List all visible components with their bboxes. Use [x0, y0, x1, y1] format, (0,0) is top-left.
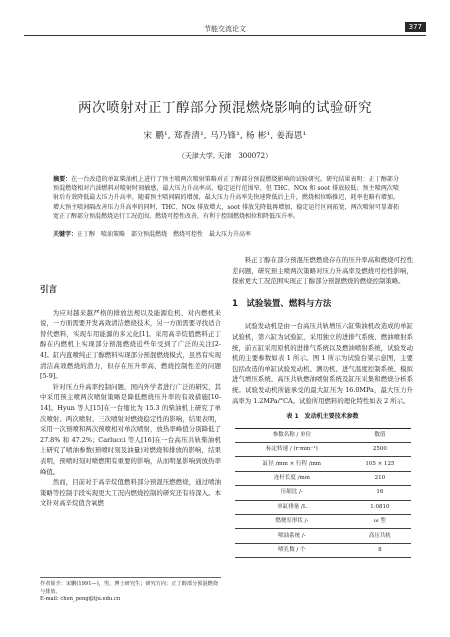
- table-cell: 压缩比 /-: [235, 486, 350, 500]
- table-row: [235, 543, 411, 557]
- paragraph: 然而，目前对于高辛烷值燃料部分预混压燃燃烧，通过喷油策略等控制手段实现更大工况内燃烧控制的研究还有待深入。本文针对高辛烷值含氧燃: [40, 478, 221, 508]
- author-bio: 作者简介：宋鹏(1991—)，男，博士研究生；研究方向：正丁醇部分预混燃烧与排放。: [40, 581, 219, 595]
- header-rule: [24, 35, 426, 36]
- paragraph: 试验发动机是由一台高压共轨增压六缸柴油机改造成的单缸试验机，第六缸为试验缸，采用独立的进排气系统、燃油喷射系统，前五缸采用原机的进排气系统以及燃油喷射系统，试验发动机的主要参数如表 1 所示。图 1 所示为试验台架示意图，主要包括改造的单缸试验发动机、测功机、进气温度控制系统、模拟进气增压系统、高压共轨燃油喷射系统及缸压采集和燃烧分析系统。试验发动机所能承受的最大缸压为 16.0MPa，最大压力升高率为 1.2MPa/°CA。试验所用燃料的理化特性如表 2 所示。: [232, 322, 413, 405]
- journal-section-title: 节能交流论文: [204, 25, 246, 33]
- table-cell: 8: [349, 543, 410, 557]
- left-column: [40, 259, 221, 509]
- table-row: [235, 529, 411, 543]
- table-cell: 高压共轨: [349, 529, 410, 543]
- abstract: [53, 175, 399, 221]
- table-cell: ω 型: [349, 514, 410, 528]
- paragraph: 料正丁醇在部分预混压燃燃烧存在的压升率高和燃烧可控性差问题，研究预主喷两次策略对压力升高率及燃烧可控性影响，探索更大工况范围实现正丁醇部分预混燃烧的燃烧控制策略。: [232, 256, 413, 286]
- table-row: [235, 471, 411, 485]
- affiliation: （天津大学, 天津 300072）: [177, 152, 273, 160]
- keywords-label: 关键字：: [53, 231, 78, 238]
- author-list: 宋 鹏¹, 郑香清¹, 马乃锋¹, 杨 彬¹, 姜海恩¹: [143, 131, 307, 141]
- paragraph: 针对压力升高率控制问题，国内外学者进行广泛的研究，其中采用预主喷两次喷射策略是降低燃烧压升率的有效措施[10-14]。Hyun 等人[15]在一台缩比为 15.3 的柴油机上研究了单次喷射、两次喷射、三次喷射对燃烧稳定性的影响，结果表明，采用一次预喷和两次预喷相对单次喷射，放热率峰值分别降低了 27.8% 和 47.2%；Carlucci 等人[16]在一台高压共轨柴油机上研究了喷油参数(预喷时刻及油量)对燃烧和排放的影响，结果表明，预喷时刻对喷燃期有重要的影响，从而明显影响到放热率峰值。: [40, 382, 221, 476]
- engine-parameter-table: [235, 428, 411, 558]
- table-cell: 缸径 /mm × 行程 /mm: [235, 457, 350, 471]
- table-row: [235, 443, 411, 457]
- table-header-cell: 参数名称 / 单位: [235, 428, 350, 442]
- table-cell: 喷孔数 / 个: [235, 543, 350, 557]
- table-cell: 单缸排量 /L: [235, 500, 350, 514]
- table-caption: 表 1 发动机主要技术参数: [286, 413, 359, 421]
- table-cell: 16: [349, 486, 410, 500]
- table-cell: 连杆长度 /mm: [235, 471, 350, 485]
- table-cell: 喷油系统 /-: [235, 529, 350, 543]
- table-header-cell: 数值: [349, 428, 410, 442]
- table-row: [235, 500, 411, 514]
- table-header-row: [235, 428, 411, 442]
- table-row: [235, 514, 411, 528]
- paper-title: 两次喷射对正丁醇部分预混燃烧影响的试验研究: [78, 100, 372, 116]
- section-heading-1: 1 试验装置、燃料与方法: [232, 298, 332, 309]
- table-cell: 105 × 125: [349, 457, 410, 471]
- page-header: [24, 20, 426, 38]
- paragraph: 为应对越来越严格的排放法规以及能源危机、对内燃机来说，一方面需要开发高效清洁燃烧技术，另一方面需要寻找适合替代燃料，实现车用能源的多元化[1]。采用高辛烷值燃料正丁醇在内燃机上实现部分预混燃烧近些年受到了广泛的关注[2-4]。缸内直喷纯正丁醇燃料实现部分预混燃烧模式，虽然有实现清洁高效燃烧的潜力，但存在压升率高、燃烧控制性差的问题[5-9]。: [40, 308, 221, 381]
- table-cell: 标定转速 / (r·min⁻¹): [235, 443, 350, 457]
- table-row: [235, 457, 411, 471]
- author-email: E-mail: chen_peng@tju.edu.cn: [40, 596, 121, 602]
- page-number: 377: [405, 22, 426, 32]
- section-heading-intro: 引言: [40, 285, 58, 295]
- abstract-label: 摘要：: [53, 176, 72, 183]
- author-footnote: [40, 577, 221, 604]
- keywords: [53, 230, 399, 239]
- table-cell: 1.0810: [349, 500, 410, 514]
- table-cell: 2500: [349, 443, 410, 457]
- keywords-text: 正丁醇 喷油策略 部分预混燃烧 燃烧可控性 最大压力升高率: [77, 231, 252, 238]
- table-cell: 210: [349, 471, 410, 485]
- table-cell: 燃烧室形状 /-: [235, 514, 350, 528]
- abstract-text: 在一台改造的单缸柴油机上进行了预主喷两次喷射策略对正丁醇部分预混燃烧影响的试验研究。研究结果表明：正丁醇部分预混燃烧相对汽油燃料对喷射时刻敏感，最大压力升高率高，稳定运行范围窄，但 THC、NOx 和 soot 排放较低；预主喷两次喷射后有效降低最大压力升高率，随着预主喷间隔的增加，最大压力升高率先快速降低后上升，燃烧相位略推迟，耗率也略有增加，增大预主喷间隔改善压力升高率的同时，THC、NOx 排放增大，soot 排放先降低再增加，稳定运行区间拓宽，两次喷射可显著拓宽正丁醇部分预混燃烧运行工况范围，燃烧可控性改善，有利于控制燃烧相位和降低压升率。: [53, 176, 399, 220]
- right-column: [232, 255, 413, 558]
- table-row: [235, 486, 411, 500]
